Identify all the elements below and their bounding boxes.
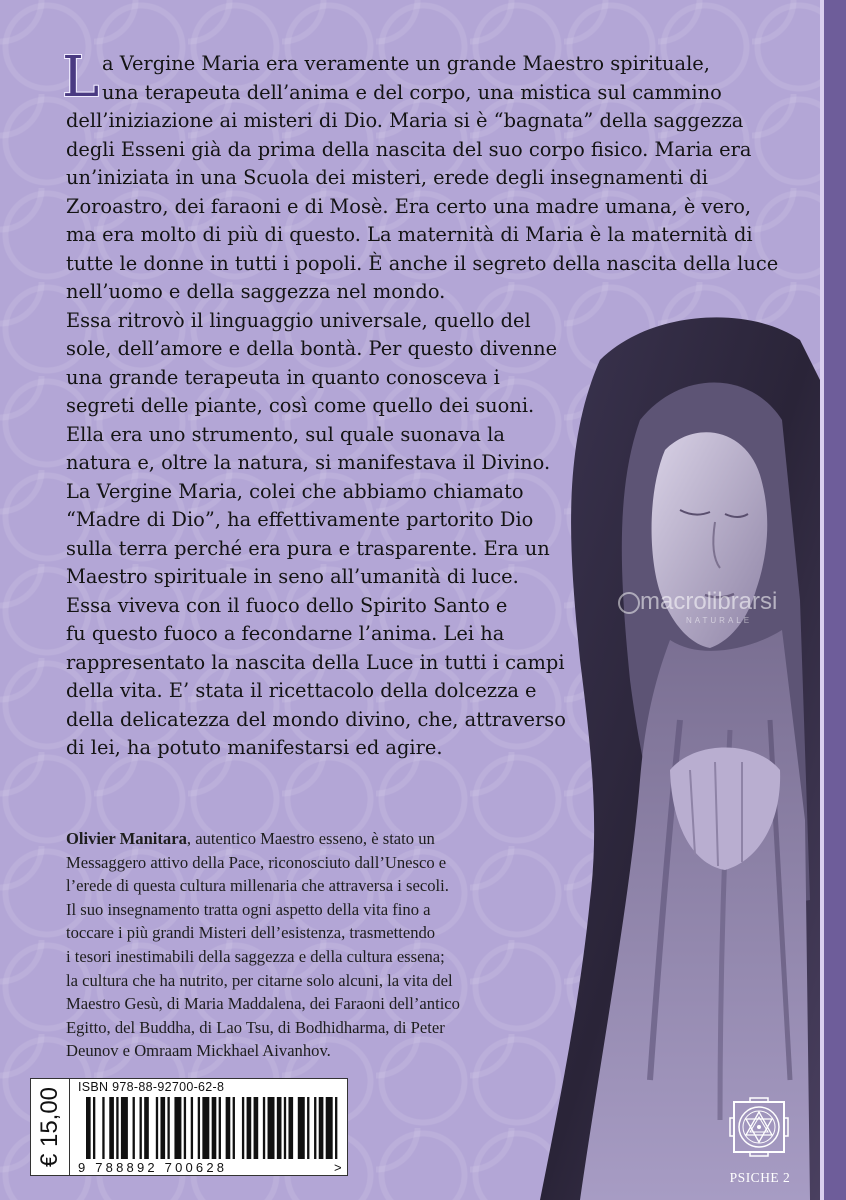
main-text — [66, 50, 826, 763]
author-name: Olivier Manitara — [66, 829, 187, 848]
barcode-bar — [144, 1097, 149, 1159]
barcode-bar — [319, 1097, 324, 1159]
text-line: una grande terapeuta in quanto conosceva i — [66, 365, 500, 389]
isbn-text: ISBN 978-88-92700-62-8 — [78, 1080, 225, 1094]
price-label — [30, 1078, 70, 1176]
barcode-bar — [156, 1097, 158, 1159]
barcode-bar — [298, 1097, 305, 1159]
barcode-bar — [233, 1097, 235, 1159]
barcode-bar — [116, 1097, 118, 1159]
barcode-bar — [263, 1097, 265, 1159]
barcode-bar — [109, 1097, 114, 1159]
text-line: di lei, ha potuto manifestarsi ed agire. — [66, 736, 443, 759]
barcode-bar — [102, 1097, 104, 1159]
text-line: una terapeuta dell’anima e del corpo, una mistica sul cammino — [102, 80, 722, 104]
barcode-bar — [288, 1097, 293, 1159]
barcode-bars — [86, 1097, 342, 1159]
barcode-bar — [174, 1097, 181, 1159]
text-line: Maestro spirituale in seno all’umanità di luce. — [66, 565, 519, 588]
bio-line: Maestro Gesù, di Maria Maddalena, dei Faraoni dell’antico — [66, 994, 460, 1014]
text-line: Essa viveva con il fuoco dello Spirito Santo e — [66, 593, 508, 617]
book-spine — [824, 0, 846, 1200]
text-line: sulla terra perché era pura e trasparente. Era un — [66, 536, 550, 560]
text-line: Essa ritrovò il linguaggio universale, quello del — [66, 308, 531, 332]
barcode-bar — [160, 1097, 165, 1159]
text-line: Ella era uno strumento, sul quale suonava la — [66, 422, 505, 446]
barcode-bar — [314, 1097, 316, 1159]
text-line: segreti delle piante, così come quello dei suoni. — [66, 394, 535, 417]
watermark: macrolibrarsi — [640, 588, 778, 615]
text-line: un’iniziata in una Scuola dei misteri, erede degli insegnamenti di — [66, 166, 709, 189]
barcode-bar — [268, 1097, 275, 1159]
text-line: La Vergine Maria, colei che abbiamo chiamato — [66, 479, 524, 503]
barcode-bar — [167, 1097, 169, 1159]
text-line: tutte le donne in tutti i popoli. È anche il segreto della nascita della luce — [66, 251, 779, 275]
watermark-subtitle: NATURALE — [686, 616, 753, 625]
bio-line — [66, 827, 746, 851]
text-line: della delicatezza del mondo divino, che, attraverso — [66, 707, 566, 731]
bio-line: la cultura che ha nutrito, per citarne solo alcuni, la vita del — [66, 970, 453, 990]
barcode-bar — [202, 1097, 209, 1159]
text-line: Zoroastro, dei faraoni e di Mosè. Era certo una madre umana, è vero, — [66, 194, 752, 218]
barcode-bar — [121, 1097, 128, 1159]
text-line: nell’uomo e della saggezza nel mondo. — [66, 280, 446, 303]
price-text: € 15,00 — [35, 1086, 63, 1168]
bio-line: Il suo insegnamento tratta ogni aspetto della vita fino a — [66, 899, 431, 919]
barcode-bar — [307, 1097, 309, 1159]
barcode-bar — [254, 1097, 259, 1159]
barcode-bar — [191, 1097, 193, 1159]
bio-line: Messaggero attivo della Pace, riconosciuto dall’Unesco e — [66, 852, 447, 872]
ean-arrow: > — [334, 1160, 342, 1175]
text-line: sole, dell’amore e della bontà. Per questo divenne — [66, 337, 558, 360]
barcode-bar — [335, 1097, 337, 1159]
bio-line: Deunov e Omraam Mickhael Aivanhov. — [66, 1041, 331, 1061]
barcode-bar — [184, 1097, 186, 1159]
text-line: dell’iniziazione ai misteri di Dio. Maria si è “bagnata” della saggezza — [66, 109, 744, 132]
bio-line: Egitto, del Buddha, di Lao Tsu, di Bodhidharma, di Peter — [66, 1017, 445, 1037]
text-line: “Madre di Dio”, ha effettivamente partorito Dio — [66, 508, 534, 531]
publisher-name: PSICHE 2 — [729, 1170, 791, 1185]
barcode-bar — [212, 1097, 217, 1159]
barcode-bar — [242, 1097, 244, 1159]
barcode-bar — [247, 1097, 252, 1159]
text-line: degli Esseni già da prima della nascita del suo corpo fisico. Maria era — [66, 137, 752, 161]
bio-first-line: , autentico Maestro esseno, è stato un — [186, 829, 435, 848]
ean-number: 9 788892 700628 — [78, 1160, 228, 1175]
text-line: della vita. E’ stata il ricettacolo della dolcezza e — [66, 679, 537, 702]
barcode-bar — [326, 1097, 333, 1159]
barcode-bar — [86, 1097, 91, 1159]
barcode-bar — [284, 1097, 286, 1159]
text-line: natura e, oltre la natura, si manifestava il Divino. — [66, 451, 551, 474]
text-line: rappresentato la nascita della Luce in tutti i campi — [66, 650, 565, 674]
text-line: fu questo fuoco a fecondarne l’anima. Lei ha — [66, 622, 505, 645]
barcode-bar — [277, 1097, 282, 1159]
barcode-bar — [93, 1097, 95, 1159]
text-line: ma era molto di più di questo. La maternità di Maria è la maternità di — [66, 223, 753, 246]
barcode-bar — [226, 1097, 231, 1159]
drop-cap: L — [62, 45, 100, 110]
bio-line: l’erede di questa cultura millenaria che attraversa i secoli. — [66, 876, 449, 896]
bio-line: i tesori inestimabili della saggezza e della cultura essena; — [66, 946, 445, 966]
barcode-bar — [219, 1097, 221, 1159]
barcode-bar — [198, 1097, 200, 1159]
text-line: a Vergine Maria era veramente un grande Maestro spirituale, — [102, 52, 710, 75]
barcode-bar — [133, 1097, 135, 1159]
author-bio — [66, 827, 746, 1063]
bio-line: toccare i più grandi Misteri dell’esistenza, trasmettendo — [66, 923, 436, 943]
publisher-yantra-logo-icon — [724, 1092, 794, 1162]
barcode-bar — [140, 1097, 142, 1159]
